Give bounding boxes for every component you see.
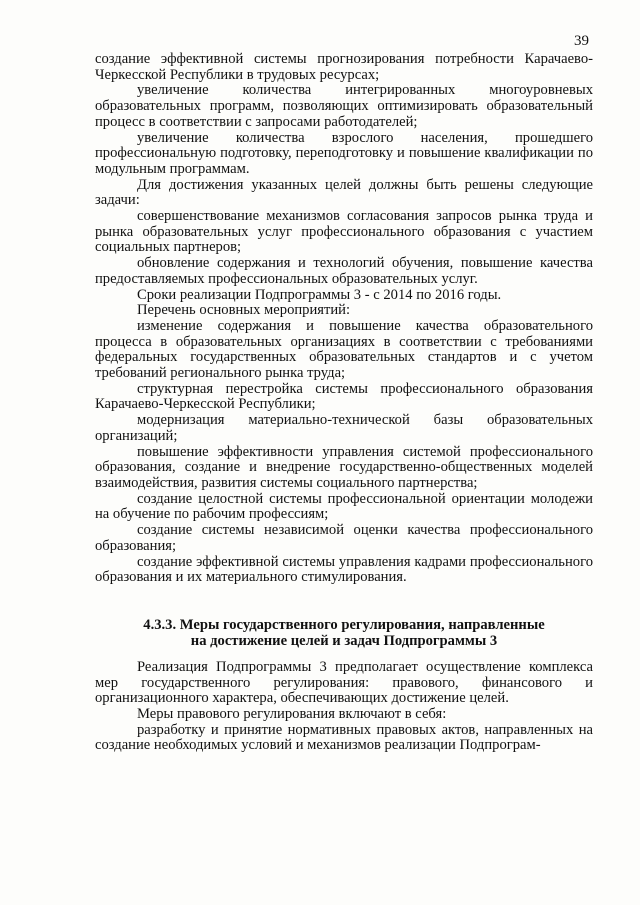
paragraph: увеличение количества взрослого населения, прошедшего профессиональную подготовку, переподготовку и повышение квалификации по модульным программам. bbox=[95, 129, 593, 177]
document-body bbox=[95, 52, 593, 754]
paragraph: создание эффективной системы прогнозирования потребности Карачаево-Черкесской Республики в трудовых ресурсах; bbox=[95, 51, 593, 83]
paragraph: Реализация Подпрограммы 3 предполагает осуществление комплекса мер государственного регулирования: правового, финансового и организационного характера, обеспечивающих достижение целей. bbox=[95, 658, 593, 707]
section-heading bbox=[95, 617, 593, 649]
paragraph: Перечень основных мероприятий: bbox=[137, 302, 351, 319]
paragraph: разработку и принятие нормативных правовых актов, направленных на создание необходимых условий и механизмов реализации Подпрограм- bbox=[95, 721, 593, 754]
paragraph: создание эффективной системы управления кадрами профессионального образования и их материального стимулирования. bbox=[95, 553, 593, 586]
paragraph: создание системы независимой оценки качества профессионального образования; bbox=[95, 522, 593, 554]
paragraph: структурная перестройка системы профессионального образования Карачаево-Черкесской Республики; bbox=[95, 380, 593, 413]
paragraph: модернизация материально-технической базы образовательных организаций; bbox=[95, 412, 593, 444]
paragraph: совершенствование механизмов согласования запросов рынка труда и рынка образовательных услуг профессионального образования с участием социальных партнеров; bbox=[95, 208, 593, 256]
paragraph: обновление содержания и технологий обучения, повышение качества предоставляемых профессиональных образовательных услуг. bbox=[95, 255, 593, 287]
paragraph: Меры правового регулирования включают в себя: bbox=[137, 706, 447, 723]
paragraph: увеличение количества интегрированных многоуровневых образовательных программ, позволяющих оптимизировать образовательный процесс в соответствии с запросами работодателей; bbox=[95, 82, 593, 130]
section-heading-line: на достижение целей и задач Подпрограммы 3 bbox=[190, 632, 498, 649]
paragraph: Для достижения указанных целей должны быть решены следующие задачи: bbox=[95, 176, 593, 209]
paragraph: повышение эффективности управления системой профессионального образования, создание и внедрение государственно-общественных моделей взаимодействия, развития системы социального партнерства; bbox=[95, 443, 593, 491]
paragraph: создание целостной системы профессиональной ориентации молодежи на обучение по рабочим профессиям; bbox=[95, 490, 593, 523]
paragraph: Сроки реализации Подпрограммы 3 - с 2014 по 2016 годы. bbox=[137, 286, 502, 303]
section-heading-line: 4.3.3. Меры государственного регулирования, направленные bbox=[143, 616, 545, 633]
page-number: 39 bbox=[574, 33, 589, 49]
paragraph: изменение содержания и повышение качества образовательного процесса в образовательных организациях в соответствии с требованиями федеральных государственных образовательных стандартов и с учетом требований регионального рынка труда; bbox=[95, 317, 593, 382]
